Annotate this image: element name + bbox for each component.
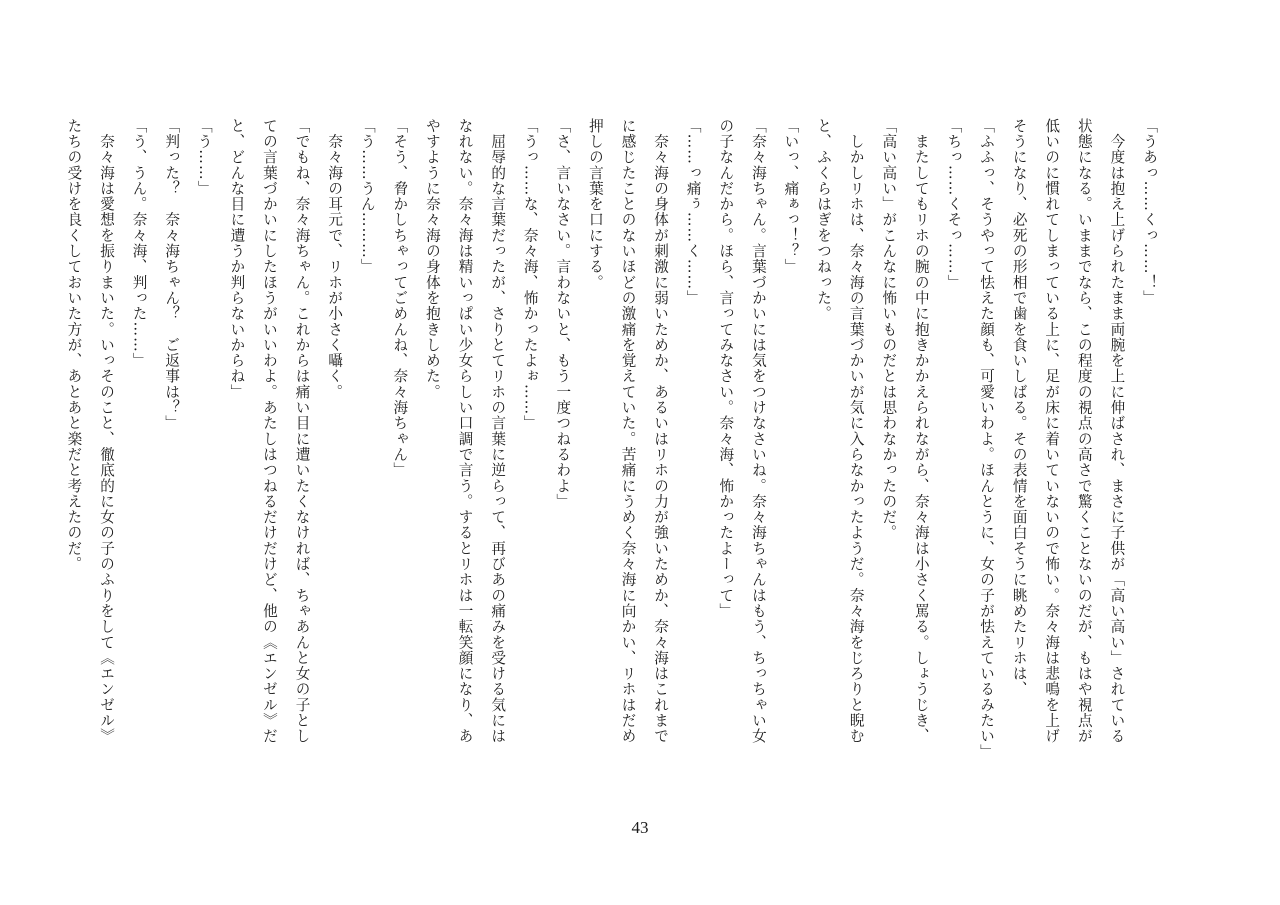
text-line: 「ちっ……くそっ……」 (945, 118, 963, 291)
text-line: 「高い高い」がこんなに怖いものだとは思わなかったのだ。 (880, 118, 898, 541)
text-line: 状態になる。いままでなら、この程度の視点の高さで驚くことないのだが、もはや視点が (1075, 118, 1093, 744)
text-line: 「う……」 (195, 118, 213, 197)
text-line: ての言葉づかいにしたほうがいいわよ。あたしはつねるだけだけど、他の《エンゼル》だ (260, 118, 278, 744)
text-line: 「奈々海ちゃん。言葉づかいには気をつけなさいね。奈々海ちゃんはもう、ちっちゃい女 (749, 118, 767, 744)
text-line: 奈々海は愛想を振りまいた。いっそのこと、徹底的に女の子のふりをして《エンゼル》 (98, 118, 115, 744)
text-line: そうになり、必死の形相で歯を食いしばる。その表情を面白そうに眺めたリホは、 (1010, 118, 1028, 698)
text-line: またしてもリホの腕の中に抱きかかえられながら、奈々海は小さく罵る。しょうじき、 (912, 118, 930, 744)
text-line: 「ふふっ、そうやって怯えた顔も、可愛いわよ。ほんとうに、女の子が怯えているみたい」 (978, 118, 996, 760)
text-line: 屈辱的な言葉だったが、さりとてリホの言葉に逆らって、再びあの痛みを受ける気には (489, 118, 507, 744)
text-line: 「……っ痛ぅ……く……」 (684, 118, 702, 306)
vertical-text-body (65, 118, 1165, 818)
text-line: 「う……うん………」 (358, 118, 376, 275)
text-line: と、どんな目に遭うか判らないからね」 (228, 118, 246, 400)
text-line: 今度は抱え上げられたまま両腕を上に伸ばされ、まさに子供が「高い高い」されている (1108, 118, 1126, 744)
text-line: 「う、うん。奈々海、判った……」 (130, 118, 148, 369)
text-line: やすように奈々海の身体を抱きしめた。 (423, 118, 441, 400)
text-line: 「判った？ 奈々海ちゃん？ ご返事は？」 (163, 118, 181, 431)
text-line: の子なんだから。ほら、言ってみなさい。奈々海、怖かったよーって」 (717, 118, 735, 619)
text-line: 押しの言葉を口にする。 (586, 118, 604, 291)
text-line: 「うっ……な、奈々海、怖かったよぉ……」 (521, 118, 539, 431)
text-line: 「でもね、奈々海ちゃん。これからは痛い目に遭いたくなければ、ちゃあんと女の子とし (293, 118, 311, 744)
text-line: たちの受けを良くしておいた方が、あとあと楽だと考えたのだ。 (65, 118, 83, 572)
page-number: 43 (631, 818, 649, 837)
text-line: と、ふくらはぎをつねった。 (815, 118, 833, 322)
text-line: 奈々海の耳元で、リホが小さく囁く。 (326, 118, 344, 400)
text-line: 「さ、言いなさい。言わないと、もう一度つねるわよ」 (554, 118, 572, 510)
text-line: 奈々海の身体が刺激に弱いためか、あるいはリホの力が強いためか、奈々海はこれまで (652, 118, 670, 744)
text-line: 「うあっ……くっ……！」 (1141, 118, 1158, 306)
text-line: 低いのに慣れてしまっている上に、足が床に着いていないので怖い。奈々海は悲鳴を上げ (1043, 118, 1061, 744)
text-line: しかしリホは、奈々海の言葉づかいが気に入らなかったようだ。奈々海をじろりと睨む (847, 118, 865, 744)
text-line: 「いっ、痛ぁっ！？」 (782, 118, 800, 275)
text-line: なれない。奈々海は精いっぱい少女らしい口調で言う。するとリホは一転笑顔になり、あ (456, 118, 474, 744)
text-line: 「そう、脅かしちゃってごめんね、奈々海ちゃん」 (391, 118, 409, 478)
text-line: に感じたことのないほどの激痛を覚えていた。苦痛にうめく奈々海に向かい、リホはだめ (619, 118, 637, 744)
